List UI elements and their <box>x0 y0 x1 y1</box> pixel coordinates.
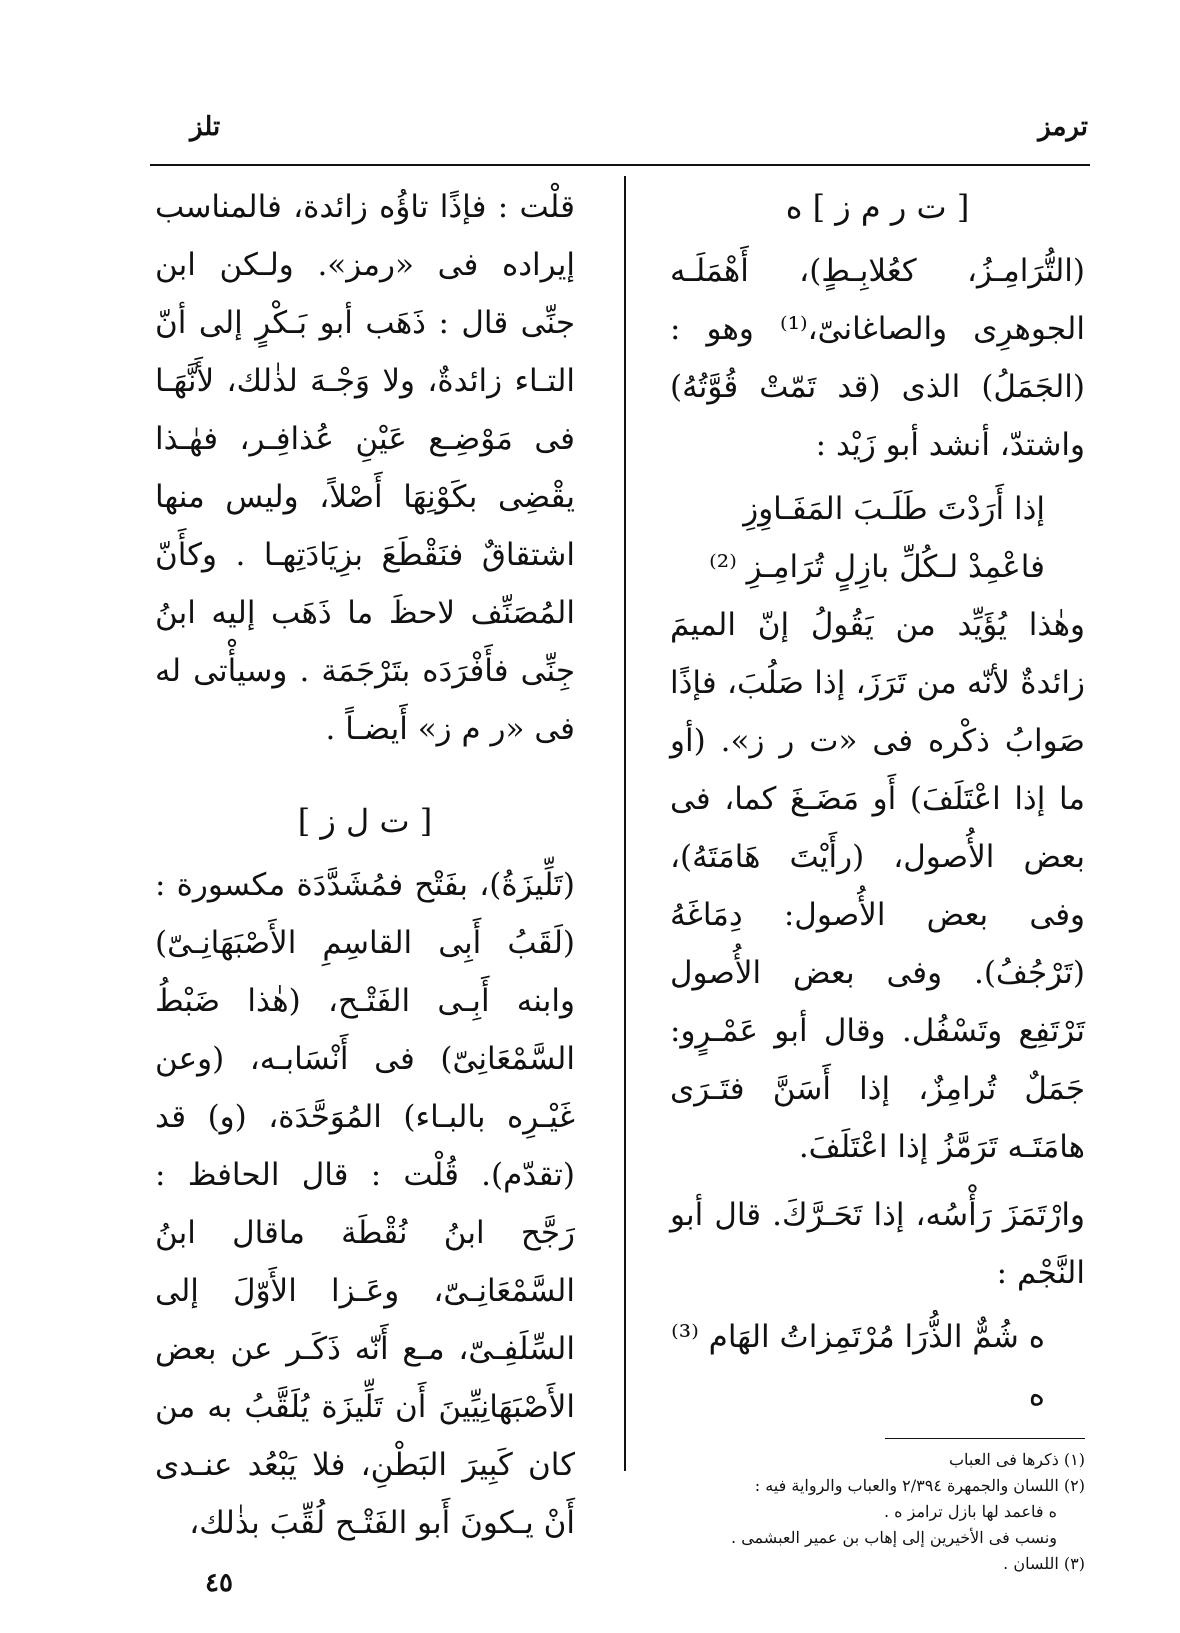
entry-paragraph: (التُّرَامِـزُ، كعُلابِـطٍ)، أَهْمَلَـه الجوهرِى والصاغانىّ،⁽¹⁾ وهو :(الجَمَلُ) الذى (قد تَمّتْ قُوَّتُهُ) واشتدّ، أنشد أبو زَيْد : <box>670 253 1085 463</box>
header-rule <box>150 164 1090 166</box>
footnote-continuation: ونسب فى الأخيرين إلى إهاب بن عمير العبشمى . <box>731 1528 1057 1547</box>
entry-paragraph: قلْت : فإذًا تاؤُه زائدة، فالمناسب إيراده فى «رمز». ولـكن ابن جنِّى قال : ذَهَب أبو بَـكْرٍ إلى أنّ التـاء زائدةٌ، ولا وَجْـهَ لذٰلك، لأَنَّهَـا فى مَوْضِـع عَيْنِ عُذافِـر، فهٰـذا يقْضِى بكَوْنِهَا أَصْلاً، وليس منها اشتقاقٌ فنَقْطَعَ بزِيَادَتِهـا . وكأَنّ المُصَنِّف لاحظَ ما ذَهَب إليه ابنُ جِنِّى فأَفْرَدَه بتَرْجَمَة . وسيأْتى له فى «ر م ز» أَيضـاً . <box>155 189 575 747</box>
running-head-right: ترمز <box>1038 112 1088 142</box>
footnote: (٣) اللسان . <box>1003 1554 1085 1573</box>
right-column <box>670 178 1085 1577</box>
entry-paragraph: (تَلِّيزَةُ)، بفَتْح فمُشَدَّدَة مكسورة : (لَقَبُ أَبِى القاسِمِ الأَصْبَهَانِـىّ) وابنه أَبِـى الفَتْـح، (هٰذا ضَبْطُ السَّمْعَانِىّ) فى أَنْسَابـه، (وعن غَيْـرِه بالبـاء) المُوَحَّدَة، (و) قد (تقدّم). قُلْت : قال الحافظ : رَجَّح ابنُ نُقْطَة ماقال ابنُ السَّمْعَانِـىّ، وعَـزا الأَوّلَ إلى السِّلَفِـىّ، مـع أَنّه ذَكَـر عن بعض الأَصْبَهَانِيِّينَ أَن تَلِّيزَة يُلَقَّبُ به من كان كَبِيرَ البَطْنِ، فلا يَبْعُد عنـدى أَنْ يـكونَ أَبو الفَتْـح لُقِّبَ بذٰلك، <box>155 867 575 1541</box>
footnotes <box>670 1447 1085 1577</box>
entry-heading-trmz: [ ت ر م ز ] ه <box>785 188 970 226</box>
running-head-left: تلز <box>190 112 221 142</box>
entry-paragraph: وهٰذا يُؤَيِّد من يَقُولُ إنّ الميمَ زائدةٌ لأنّه من تَرَزَ، إذا صَلُبَ، فإذًا صَوابُ ذكْره فى «ت ر ز». (أو ما إذا اعْتَلَفَ) أَو مَضَـغَ كما، فى بعض الأُصول، (رأَيْتَ هَامَتَهُ)، وفى بعض الأُصول: دِمَاغَهُ (تَرْجُفُ). وفى بعض الأُصول تَرْتَفِع وتَسْفُل. وقال أبو عَمْـرٍو: جَمَلٌ تُرامِزٌ، إذا أَسَنَّ فتَـرَى هامَتَـه تَرَمَّزُ إذا اعْتَلَفَ. <box>670 607 1085 1165</box>
column-divider <box>624 176 626 1471</box>
footnote: (١) ذكرها فى العباب <box>948 1450 1085 1469</box>
entry-heading-tlz: [ ت ل ز ] <box>297 802 433 840</box>
left-column <box>155 178 575 1552</box>
page-number: ٤٥ <box>205 1568 233 1598</box>
verse-block <box>670 480 1085 596</box>
verse-line: فاعْمِدْ لـكُلِّ بازِلٍ تُرَامِـزِ ⁽²⁾ <box>709 549 1045 585</box>
verse-line: إذا أَرَدْتَ طَلَـبَ المَفَـاوِزِ <box>743 491 1045 527</box>
verse-line-last: ه شُمٌّ الذُّرَا مُرْتَمِزاتُ الهَام ⁽³⁾ ه <box>671 1319 1045 1413</box>
footnote-continuation: ه فاعمد لها بازل ترامز ه . <box>883 1502 1057 1521</box>
footnote-rule <box>885 1438 1085 1439</box>
entry-paragraph: وارْتَمَزَ رَأْسُه، إذا تَحَـرَّكَ. قال أبو النَّجْم : <box>670 1197 1085 1291</box>
footnote: (٢) اللسان والجمهرة ٢/٣٩٤ والعباب والرواية فيه : <box>754 1476 1085 1495</box>
